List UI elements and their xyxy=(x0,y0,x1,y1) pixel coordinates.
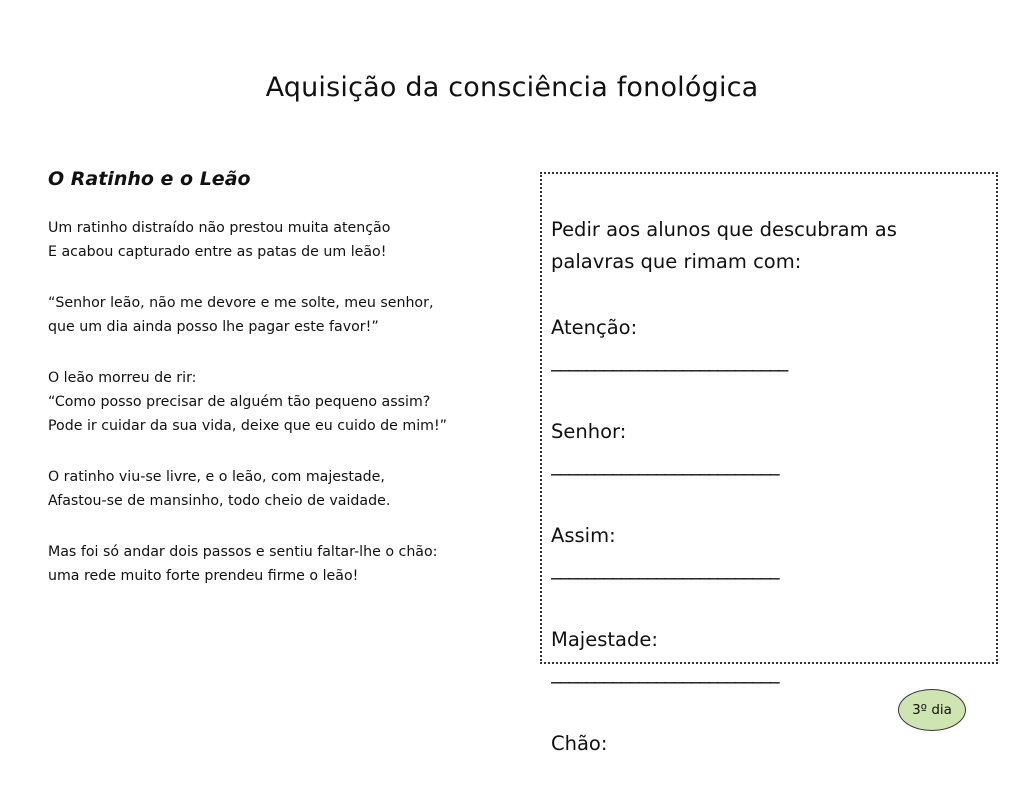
poem-title: O Ratinho e o Leão xyxy=(48,168,251,190)
poem-line: Afastou-se de mansinho, todo cheio de vaidade. xyxy=(48,493,391,509)
stanza xyxy=(48,540,538,588)
poem-line: Um ratinho distraído não prestou muita atenção xyxy=(48,220,391,236)
poem-line: Pode ir cuidar da sua vida, deixe que eu cuido de mim!” xyxy=(48,418,448,434)
rhyme-item xyxy=(551,727,971,760)
poem-line: “Como posso precisar de alguém tão pequeno assim? xyxy=(48,394,431,410)
rhyme-word: Assim: xyxy=(551,524,616,547)
page-title: Aquisição da consciência fonológica xyxy=(265,72,759,103)
task-intro: Pedir aos alunos que descubram as palavras que rimam com: xyxy=(551,218,897,273)
answer-line: __________________________ xyxy=(551,557,779,580)
stanza xyxy=(48,216,538,264)
rhyme-item xyxy=(551,623,971,689)
poem-line: O leão morreu de rir: xyxy=(48,370,197,386)
answer-line: __________________________ xyxy=(551,453,779,476)
rhyme-word: Senhor: xyxy=(551,420,627,443)
poem-line: “Senhor leão, não me devore e me solte, meu senhor, xyxy=(48,295,434,311)
rhyme-item xyxy=(551,519,971,585)
stanza xyxy=(48,366,538,438)
day-badge: 3º dia xyxy=(898,689,966,731)
rhyme-word: Chão: xyxy=(551,732,608,755)
poem-line: que um dia ainda posso lhe pagar este favor!” xyxy=(48,319,379,335)
rhyme-item xyxy=(551,311,971,377)
rhyme-word: Majestade: xyxy=(551,628,658,651)
poem-line: uma rede muito forte prendeu firme o leão! xyxy=(48,568,359,584)
answer-line: __________________________ xyxy=(551,661,779,684)
rhyme-word: Atenção: xyxy=(551,316,638,339)
answer-line: ___________________________ xyxy=(551,349,788,372)
poem xyxy=(48,168,538,615)
rhyme-item xyxy=(551,415,971,481)
poem-line: O ratinho viu-se livre, e o leão, com majestade, xyxy=(48,469,385,485)
poem-line: E acabou capturado entre as patas de um leão! xyxy=(48,244,387,260)
poem-line: Mas foi só andar dois passos e sentiu faltar-lhe o chão: xyxy=(48,544,438,560)
stanza xyxy=(48,465,538,513)
stanza xyxy=(48,291,538,339)
